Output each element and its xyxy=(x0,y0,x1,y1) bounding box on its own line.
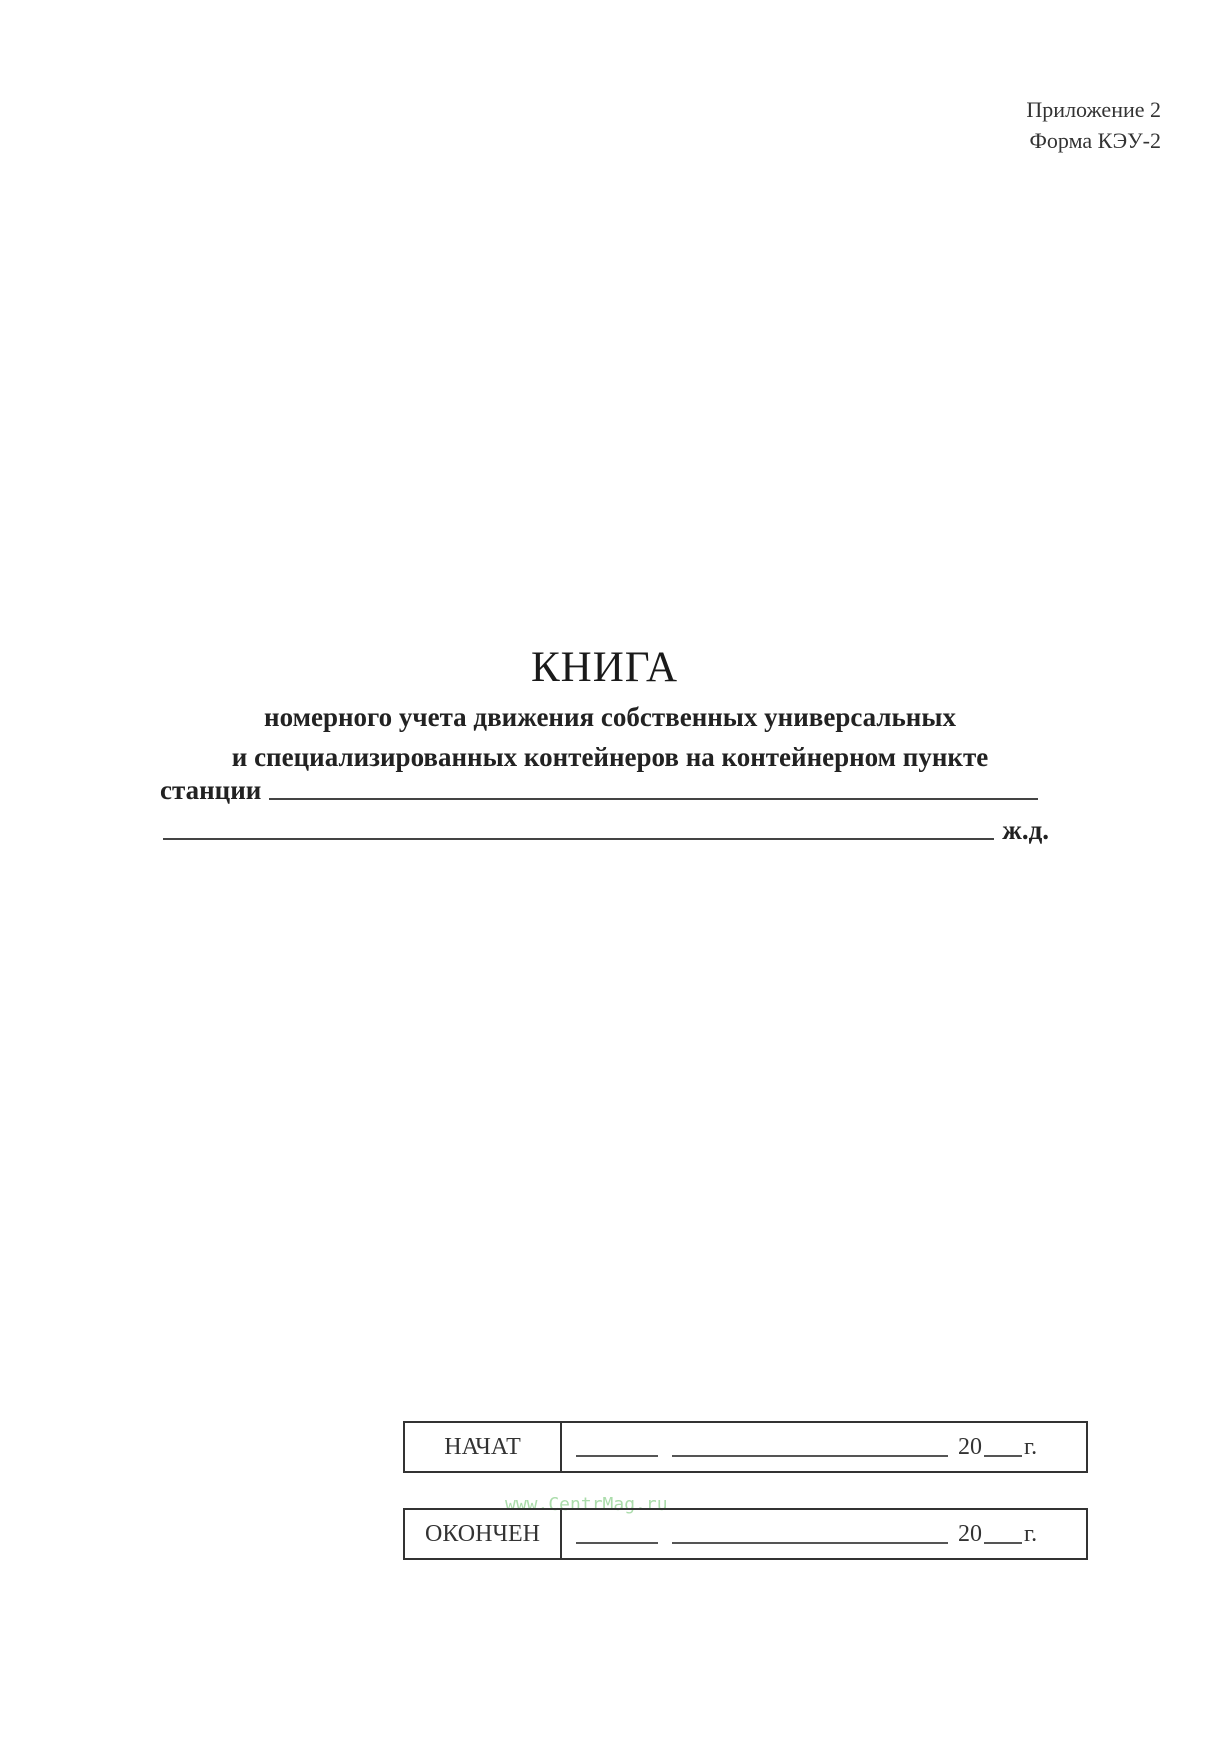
started-month-blank xyxy=(672,1437,948,1457)
subtitle-line-1: номерного учета движения собственных универсальных xyxy=(264,702,956,732)
started-year-prefix: 20 xyxy=(958,1433,982,1460)
finished-date-fields xyxy=(562,1510,1086,1558)
railway-blank-line xyxy=(163,838,994,840)
finished-year-blank xyxy=(984,1524,1022,1544)
started-label: НАЧАТ xyxy=(405,1423,562,1471)
subtitle-line-2: и специализированных контейнеров на контейнерном пункте xyxy=(231,742,989,772)
header-note xyxy=(1026,94,1161,156)
subtitle xyxy=(150,697,1070,777)
railway-row xyxy=(163,810,1049,846)
finished-day-blank xyxy=(576,1524,658,1544)
railway-suffix: ж.д. xyxy=(1002,815,1049,845)
station-label: станции xyxy=(160,775,262,805)
watermark: www.CentrMag.ru xyxy=(505,1494,668,1515)
finished-month-blank xyxy=(672,1524,948,1544)
finished-year-prefix: 20 xyxy=(958,1520,982,1547)
started-day-blank xyxy=(576,1437,658,1457)
started-year-blank xyxy=(984,1437,1022,1457)
finished-date-box xyxy=(403,1508,1088,1560)
page-title: КНИГА xyxy=(530,644,679,691)
appendix-label: Приложение 2 xyxy=(1026,97,1161,122)
form-label: Форма КЭУ-2 xyxy=(1029,128,1161,153)
started-year-suffix: г. xyxy=(1024,1433,1038,1460)
finished-label: ОКОНЧЕН xyxy=(405,1510,562,1558)
finished-year-suffix: г. xyxy=(1024,1520,1038,1547)
station-row xyxy=(160,770,1046,806)
started-date-fields xyxy=(562,1423,1086,1471)
started-date-box xyxy=(403,1421,1088,1473)
station-blank-line xyxy=(269,798,1038,800)
